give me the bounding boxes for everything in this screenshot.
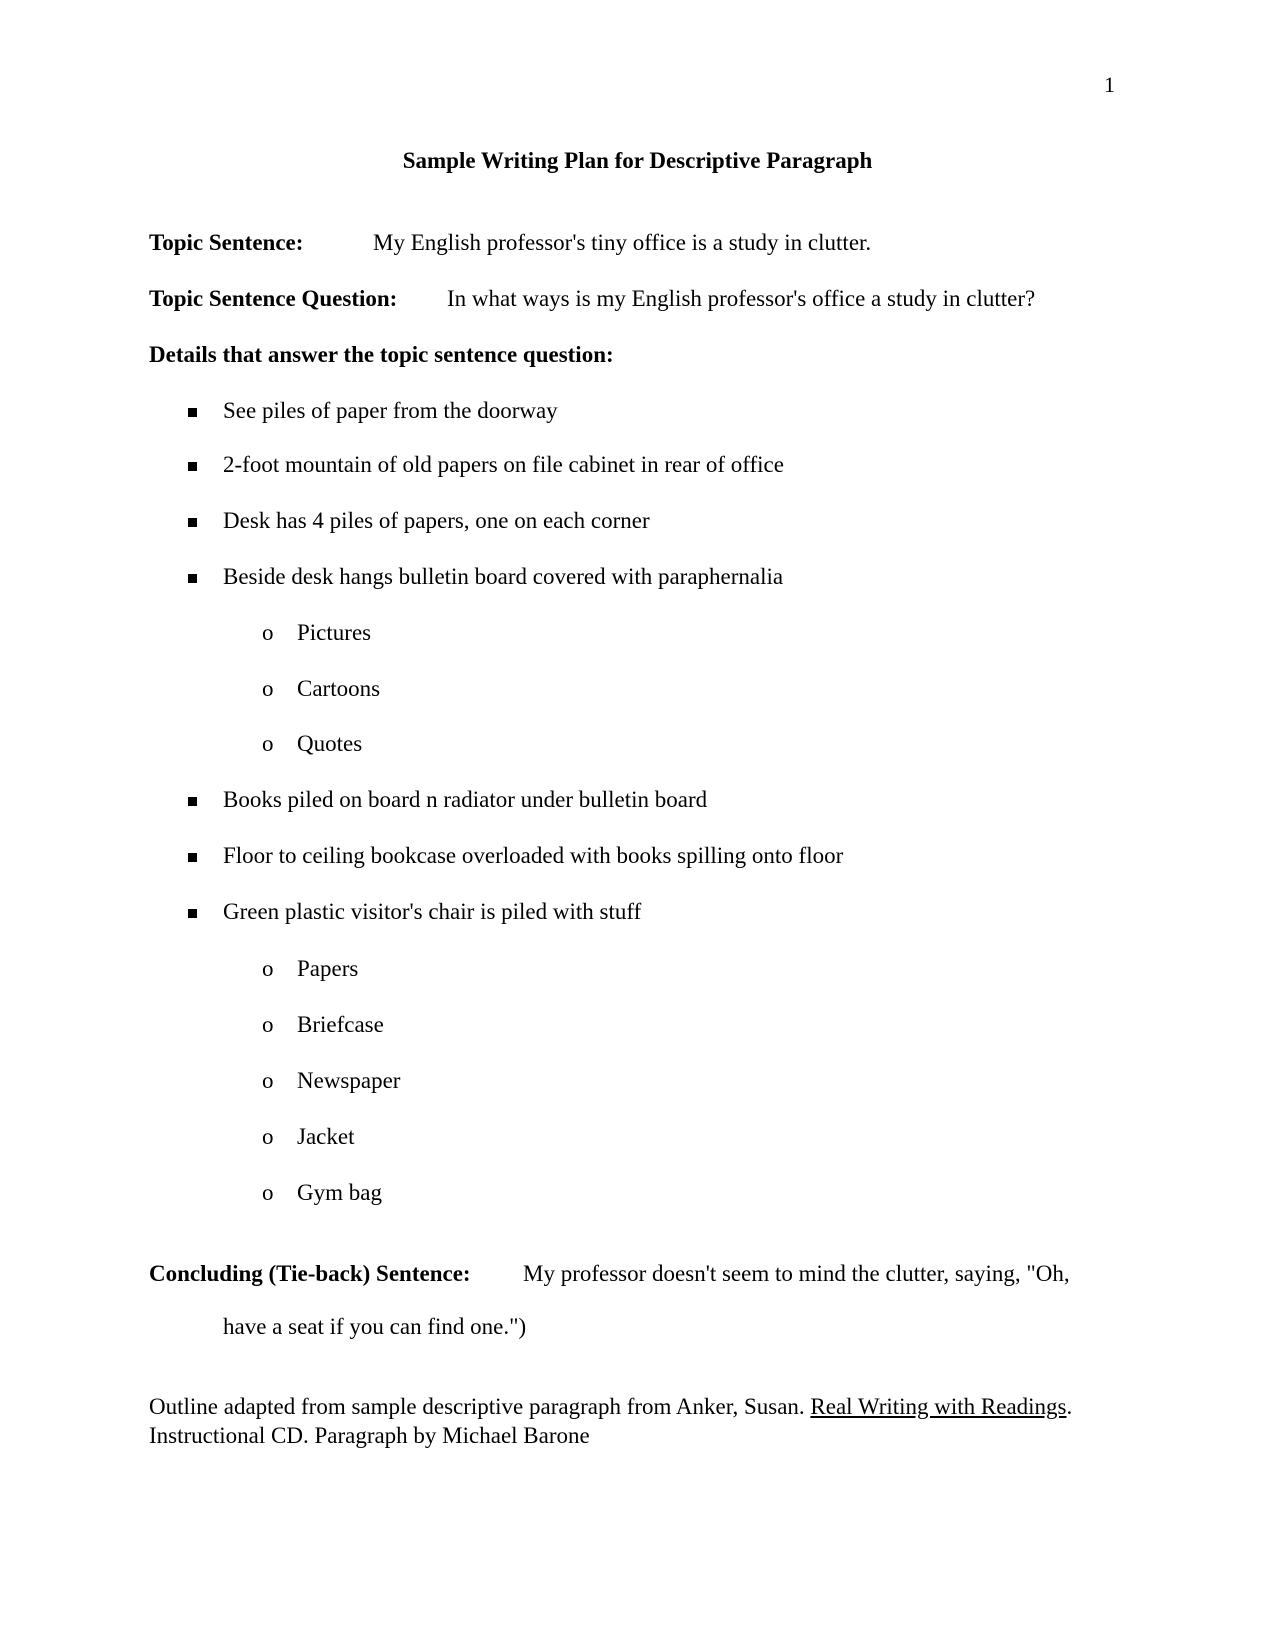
square-bullet-icon [188, 853, 197, 862]
list-item-text: Books piled on board n radiator under bulletin board [223, 787, 708, 812]
circle-bullet-icon: o [262, 1068, 274, 1093]
sub-list-item-text: Quotes [297, 731, 363, 756]
topic-question-text: In what ways is my English professor's office a study in clutter? [447, 286, 1036, 311]
circle-bullet-icon: o [262, 731, 274, 756]
topic-sentence-line [149, 230, 871, 256]
details-heading: Details that answer the topic sentence question: [149, 342, 614, 367]
square-bullet-icon [188, 408, 197, 417]
concluding-label: Concluding (Tie-back) Sentence: [149, 1261, 471, 1286]
list-item-text: Green plastic visitor's chair is piled with stuff [223, 899, 642, 924]
list-item-text: 2-foot mountain of old papers on file cabinet in rear of office [223, 452, 784, 477]
sub-list-item-text: Jacket [297, 1124, 355, 1149]
source-prefix: Outline adapted from sample descriptive paragraph from Anker, Susan. [149, 1394, 811, 1419]
list-item-text: Floor to ceiling bookcase overloaded with books spilling onto floor [223, 843, 844, 868]
source-citation [149, 1392, 1139, 1450]
square-bullet-icon [188, 574, 197, 583]
circle-bullet-icon: o [262, 676, 274, 701]
topic-question-label: Topic Sentence Question: [149, 286, 398, 311]
circle-bullet-icon: o [262, 620, 274, 645]
concluding-line [149, 1261, 1070, 1287]
sub-list-item-text: Cartoons [297, 676, 381, 701]
sub-list-item-text: Newspaper [297, 1068, 401, 1093]
square-bullet-icon [188, 462, 197, 471]
book-title: Real Writing with Readings [810, 1394, 1067, 1419]
sub-list-item-text: Briefcase [297, 1012, 384, 1037]
concluding-text-2: have a seat if you can find one.") [223, 1314, 527, 1339]
circle-bullet-icon: o [262, 956, 274, 981]
concluding-text-1: My professor doesn't seem to mind the clutter, saying, "Oh, [523, 1261, 1070, 1286]
circle-bullet-icon: o [262, 1012, 274, 1037]
sub-list-item-text: Pictures [297, 620, 372, 645]
circle-bullet-icon: o [262, 1124, 274, 1149]
list-item-text: Desk has 4 piles of papers, one on each corner [223, 508, 650, 533]
sub-list-item-text: Papers [297, 956, 359, 981]
square-bullet-icon [188, 518, 197, 527]
square-bullet-icon [188, 909, 197, 918]
topic-sentence-text: My English professor's tiny office is a study in clutter. [373, 230, 872, 255]
list-item-text: Beside desk hangs bulletin board covered with paraphernalia [223, 564, 784, 589]
circle-bullet-icon: o [262, 1180, 274, 1205]
square-bullet-icon [188, 797, 197, 806]
list-item-text: See piles of paper from the doorway [223, 398, 558, 423]
page-number: 1 [1104, 72, 1115, 97]
source-suffix: . Instructional CD. Paragraph by Michael Barone [149, 1394, 1073, 1448]
document-title: Sample Writing Plan for Descriptive Paragraph [402, 148, 873, 173]
topic-question-line [149, 286, 1035, 312]
sub-list-item-text: Gym bag [297, 1180, 382, 1205]
topic-sentence-label: Topic Sentence: [149, 230, 304, 255]
